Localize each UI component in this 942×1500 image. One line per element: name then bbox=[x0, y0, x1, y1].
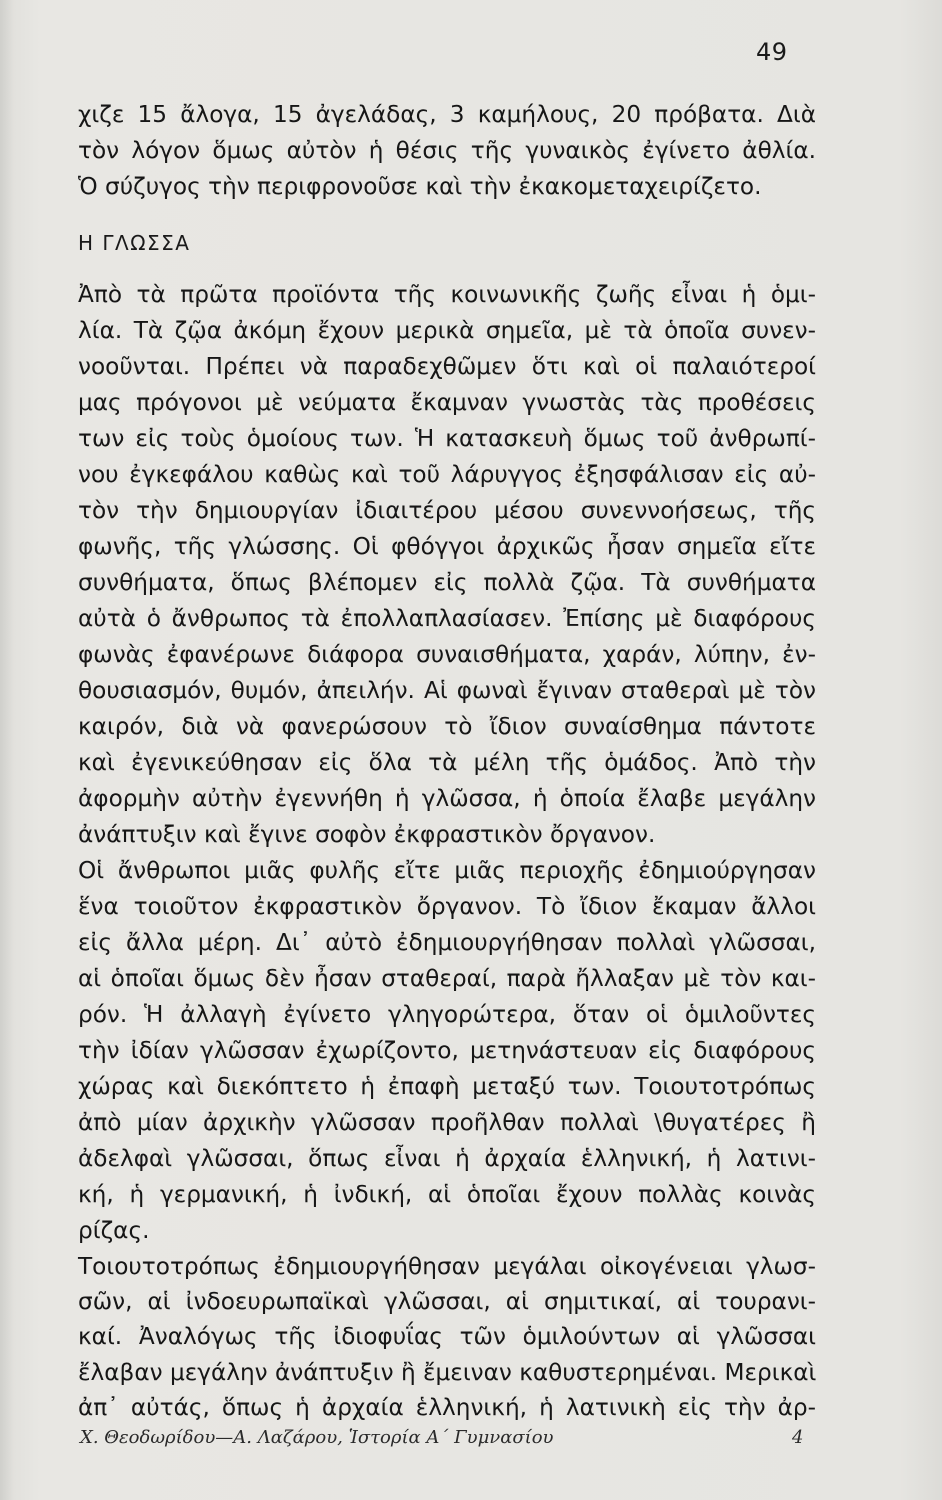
text-line: ρίζας. bbox=[78, 1217, 150, 1244]
text-line: αὐτὰ ὁ ἄνθρωπος τὰ ἐπολλαπλασίασεν. Ἐπίσης μὲ διαφόρους bbox=[78, 605, 816, 632]
section-heading: Η ΓΛΩΣΣΑ bbox=[78, 231, 191, 255]
text-line: μας πρόγονοι μὲ νεύματα ἔκαμναν γνωστὰς τὰς προθέσεις bbox=[78, 389, 816, 416]
text-line: θουσιασμόν, θυμόν, ἀπειλήν. Αἱ φωναὶ ἔγιναν σταθεραὶ μὲ τὸν bbox=[78, 677, 816, 704]
text-line: ἀδελφαὶ γλῶσσαι, ὅπως εἶναι ἡ ἀρχαία ἑλληνική, ἡ λατινι- bbox=[78, 1145, 816, 1172]
text-line: φωνὰς ἐφανέρωνε διάφορα συναισθήματα, χαράν, λύπην, ἐν- bbox=[78, 641, 816, 668]
text-line: καιρόν, διὰ νὰ φανερώσουν τὸ ἴδιον συναίσθημα πάντοτε bbox=[78, 713, 816, 740]
text-line: συνθήματα, ὅπως βλέπομεν εἰς πολλὰ ζῷα. Τὰ συνθήματα bbox=[78, 569, 816, 596]
text-line: Ἀπὸ τὰ πρῶτα προϊόντα τῆς κοινωνικῆς ζωῆς εἶναι ἡ ὁμι- bbox=[78, 281, 816, 308]
footer-citation: Χ. Θεοδωρίδου—Α. Λαζάρου, Ἱστορία Α΄ Γυμνασίου bbox=[80, 1427, 554, 1448]
text-line: ἀνάπτυξιν καὶ ἔγινε σοφὸν ἐκφραστικὸν ὄργανον. bbox=[78, 821, 656, 848]
text-line: Οἱ ἄνθρωποι μιᾶς φυλῆς εἴτε μιᾶς περιοχῆς ἐδημιούργησαν bbox=[78, 857, 816, 884]
text-line: των εἰς τοὺς ὁμοίους των. Ἡ κατασκευὴ ὅμως τοῦ ἀνθρωπί- bbox=[78, 425, 816, 452]
text-line: Τοιουτοτρόπως ἐδημιουργήθησαν μεγάλαι οἰκογένειαι γλωσ- bbox=[78, 1253, 816, 1280]
text-line: αἱ ὁποῖαι ὅμως δὲν ἦσαν σταθεραί, παρὰ ἤλλαξαν μὲ τὸν και- bbox=[78, 965, 816, 992]
text-line: κή, ἡ γερμανική, ἡ ἰνδική, αἱ ὁποῖαι ἔχουν πολλὰς κοινὰς bbox=[78, 1181, 816, 1208]
text-line: χώρας καὶ διεκόπτετο ἡ ἐπαφὴ μεταξύ των. Τοιουτοτρόπως bbox=[78, 1073, 816, 1100]
text-line: σῶν, αἱ ἰνδοευρωπαϊκαὶ γλῶσσαι, αἱ σημιτικαί, αἱ τουρανι- bbox=[78, 1288, 816, 1316]
page-footer bbox=[80, 1427, 810, 1448]
text-line: ἀπ᾽ αὐτάς, ὅπως ἡ ἀρχαία ἑλληνική, ἡ λατινικὴ εἰς τὴν ἀρ- bbox=[78, 1393, 816, 1421]
text-line: νου ἐγκεφάλου καθὼς καὶ τοῦ λάρυγγος ἐξησφάλισαν εἰς αὐ- bbox=[78, 461, 816, 488]
text-line: ἔλαβαν μεγάλην ἀνάπτυξιν ἢ ἔμειναν καθυστερημέναι. Μερικαὶ bbox=[78, 1358, 817, 1386]
text-line: ἕνα τοιοῦτον ἐκφραστικὸν ὄργανον. Τὸ ἴδιον ἔκαμαν ἄλλοι bbox=[78, 893, 816, 920]
text-line: νοοῦνται. Πρέπει νὰ παραδεχθῶμεν ὅτι καὶ οἱ παλαιότεροί bbox=[78, 353, 816, 380]
text-line: ἀπὸ μίαν ἀρχικὴν γλῶσσαν προῆλθαν πολλαὶ \θυγατέρες ἢ bbox=[78, 1109, 816, 1136]
text-line: ἀφορμὴν αὐτὴν ἐγεννήθη ἡ γλῶσσα, ἡ ὁποία ἔλαβε μεγάλην bbox=[78, 785, 816, 812]
text-line: εἰς ἄλλα μέρη. Δι᾽ αὐτὸ ἐδημιουργήθησαν πολλαὶ γλῶσσαι, bbox=[78, 929, 816, 956]
text-line: λία. Τὰ ζῷα ἀκόμη ἔχουν μερικὰ σημεῖα, μὲ τὰ ὁποῖα συνεν- bbox=[78, 317, 816, 344]
page-number: 49 bbox=[756, 38, 788, 66]
text-line: καὶ ἐγενικεύθησαν εἰς ὅλα τὰ μέλη τῆς ὁμάδος. Ἀπὸ τὴν bbox=[78, 749, 816, 776]
text-line: τὸν λόγον ὅμως αὐτὸν ἡ θέσις τῆς γυναικὸς ἐγίνετο ἀθλία. bbox=[78, 137, 816, 164]
text-line: Ὁ σύζυγος τὴν περιφρονοῦσε καὶ τὴν ἐκακομεταχειρίζετο. bbox=[78, 173, 762, 200]
text-line: χιζε 15 ἄλογα, 15 ἀγελάδας, 3 καμήλους, 20 πρόβατα. Διὰ bbox=[78, 101, 816, 128]
signature-mark: 4 bbox=[792, 1427, 804, 1448]
text-line: ρόν. Ἡ ἀλλαγὴ ἐγίνετο γληγορώτερα, ὅταν οἱ ὁμιλοῦντες bbox=[78, 1001, 816, 1028]
text-line: τὴν ἰδίαν γλῶσσαν ἐχωρίζοντο, μετηνάστευαν εἰς διαφόρους bbox=[78, 1037, 816, 1064]
text-line: καί. Ἀναλόγως τῆς ἰδιοφυΐας τῶν ὁμιλούντων αἱ γλῶσσαι bbox=[78, 1323, 816, 1351]
text-line: τὸν τὴν δημιουργίαν ἰδιαιτέρου μέσου συνεννοήσεως, τῆς bbox=[78, 497, 816, 524]
text-line: φωνῆς, τῆς γλώσσης. Οἱ φθόγγοι ἀρχικῶς ἦσαν σημεῖα εἴτε bbox=[78, 533, 816, 560]
